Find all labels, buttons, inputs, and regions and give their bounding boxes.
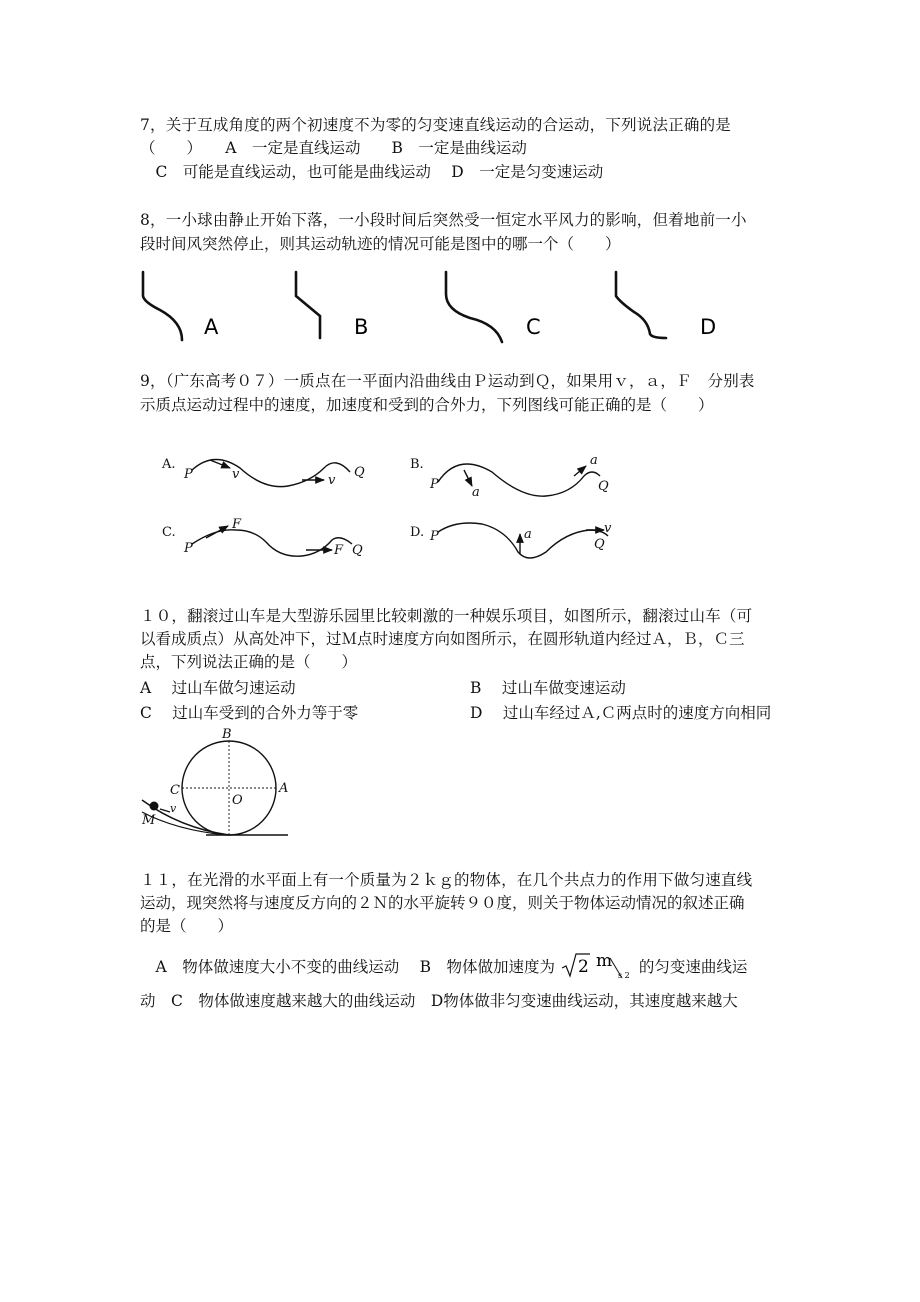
q9-stem-line-1: 9，（广东高考０７）一质点在一平面内沿曲线由Ｐ运动到Ｑ，如果用ｖ，ａ，Ｆ 分别表 [140, 372, 755, 390]
q9-panel-b-vec1: a [472, 485, 480, 500]
q11-options-line-2: 动 C 物体做速度越来越大的曲线运动 D物体做非匀变速曲线运动，其速度越来越大 [140, 992, 738, 1010]
q10-option-b: B 过山车做变速运动 [470, 679, 626, 697]
q9-curve-c [192, 530, 352, 556]
q9-curve-b [438, 464, 600, 496]
q8-trajectory-figure [130, 262, 750, 344]
q9-panel-b-vec2: a [590, 453, 598, 468]
q9-panel-d-start: P [430, 529, 439, 544]
q9-panel-b-start: P [430, 477, 439, 492]
q9-curves-figure [156, 446, 636, 568]
q10-option-a: A 过山车做匀速运动 [140, 679, 296, 697]
q9-panel-c-vec1: F [232, 517, 242, 532]
q10-label-o: O [232, 793, 243, 808]
q10-stem-line-1: １０，翻滚过山车是大型游乐园里比较刺激的一种娱乐项目，如图所示，翻滚过山车（可 [140, 607, 753, 625]
q8-curve-c [446, 272, 502, 342]
q8-label-a: A [204, 315, 219, 339]
q9-panel-c-end: Q [352, 543, 363, 558]
q7-options-line: C 可能是直线运动，也可能是曲线运动 D 一定是匀变速运动 [140, 163, 604, 181]
q10-label-c: C [170, 783, 180, 798]
q9-arrow-b-1 [464, 470, 472, 486]
q11-options-text-a: A 物体做速度大小不变的曲线运动 B 物体做加速度为 [140, 958, 556, 976]
q8-curve-d [616, 272, 666, 338]
q9-curve-a [192, 459, 350, 486]
q11-unit-m: m [595, 951, 613, 971]
q9-panel-d-vec1: a [524, 527, 532, 542]
q10-loop-circle [182, 741, 276, 835]
q8-curve-b [296, 272, 320, 338]
q10-car [150, 802, 159, 811]
q11-sqrt-number: 2 [577, 957, 589, 977]
q7-stem-line-2: （ ） A 一定是直线运动 B 一定是曲线运动 [140, 139, 527, 157]
q8-curve-a [143, 272, 182, 340]
q11-options-line-1 [140, 948, 747, 982]
q10-label-v: v [170, 802, 177, 815]
q11-options-text-b: 的匀变速曲线运 [638, 958, 748, 976]
q10-label-m: M [142, 813, 156, 828]
q11-stem-line-3: 的是（ ） [140, 917, 234, 935]
q9-curve-d [438, 523, 608, 558]
q9-panel-a-label: A. [162, 457, 176, 472]
q10-stem-line-3: 点，下列说法正确的是（ ） [140, 653, 358, 671]
q9-panel-a-end: Q [354, 465, 365, 480]
q10-label-a: A [279, 781, 289, 796]
q9-panel-c-start: P [184, 541, 193, 556]
q10-loop-figure [136, 724, 296, 840]
q11-stem-line-2: 运动，现突然将与速度反方向的２Ｎ的水平旋转９０度，则关于物体运动情况的叙述正确 [140, 894, 745, 912]
q10-stem-line-2: 以看成质点）从高处冲下，过Ｍ点时速度方向如图所示，在圆形轨道内经过Ａ，Ｂ，Ｃ三 [140, 630, 745, 648]
q11-unit-s2: s 2 [617, 971, 630, 980]
q10-label-b: B [222, 727, 232, 742]
q9-stem-line-2: 示质点运动过程中的速度，加速度和受到的合外力，下列图线可能正确的是（ ） [140, 396, 714, 414]
q9-panel-a-start: P [184, 467, 193, 482]
q9-panel-c-label: C. [162, 525, 176, 540]
q11-stem-line-1: １１，在光滑的水平面上有一个质量为２ｋｇ的物体，在几个共点力的作用下做匀速直线 [140, 871, 753, 889]
q9-panel-c-vec2: F [334, 543, 344, 558]
q8-stem-line-1: 8，一小球由静止开始下落，一小段时间后突然受一恒定水平风力的影响，但着地前一小 [140, 211, 747, 229]
q10-option-d: D 过山车经过Ａ,Ｃ两点时的速度方向相同 [470, 704, 772, 722]
q9-panel-d-label: D. [410, 525, 425, 540]
q9-panel-d-end: Q [594, 537, 605, 552]
q9-panel-a-vec2: v [328, 473, 336, 488]
q8-stem-line-2: 段时间风突然停止，则其运动轨迹的情况可能是图中的哪一个（ ） [140, 235, 621, 253]
q10-option-c: C 过山车受到的合外力等于零 [140, 704, 359, 722]
q9-panel-b-label: B. [410, 457, 424, 472]
q10-velocity-arrow [160, 809, 170, 812]
q11-acceleration-formula [560, 948, 634, 982]
q9-panel-a-vec1: v [232, 467, 240, 482]
q9-panel-d-vec2: v [604, 521, 612, 536]
q8-label-c: C [526, 315, 541, 339]
q9-panel-b-end: Q [598, 479, 609, 494]
q8-label-b: B [354, 315, 369, 339]
q8-label-d: D [700, 315, 717, 339]
q9-arrow-b-2 [574, 466, 586, 476]
q7-stem-line-1: 7，关于互成角度的两个初速度不为零的匀变速直线运动的合运动，下列说法正确的是 [140, 116, 731, 134]
q9-arrow-c-1 [206, 526, 228, 538]
